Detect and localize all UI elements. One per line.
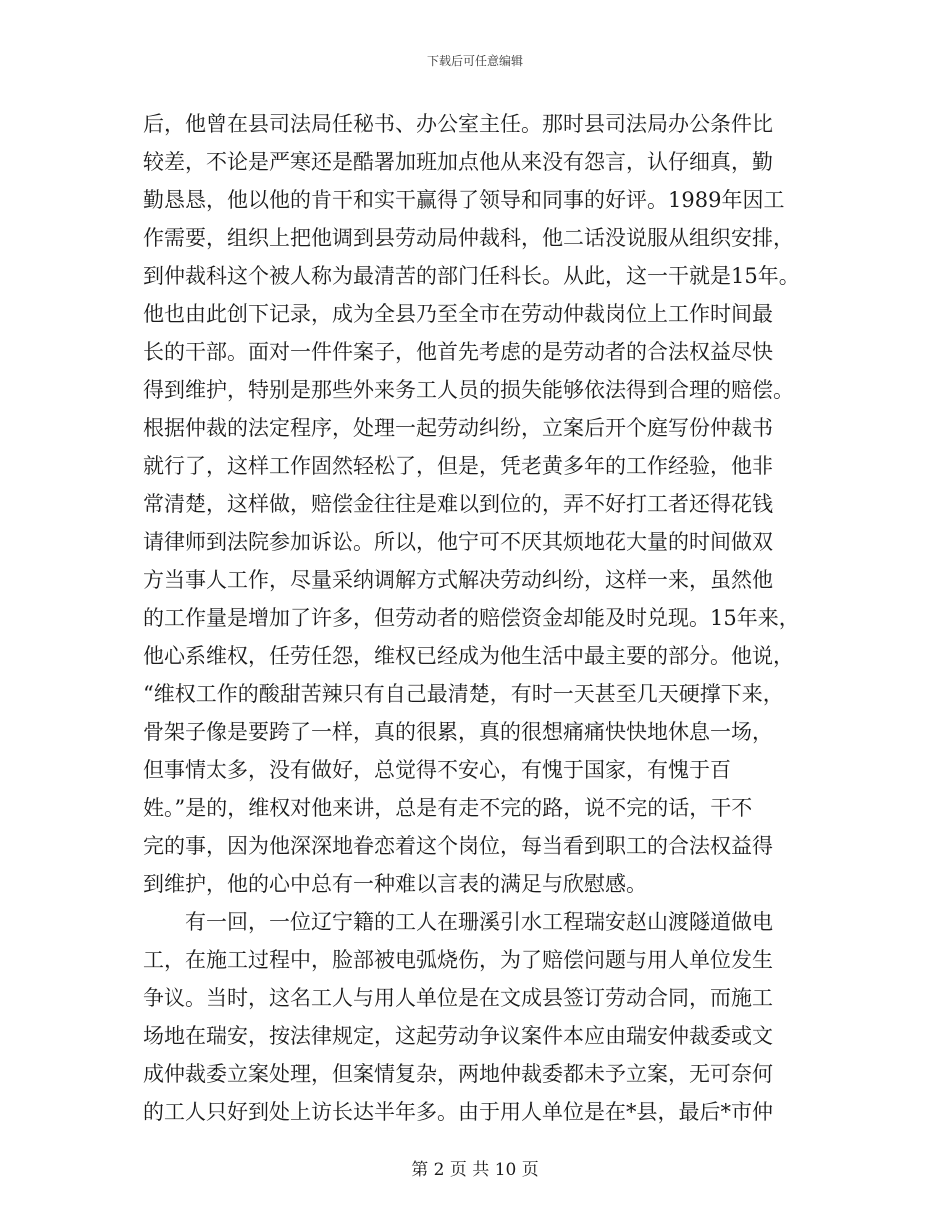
- text-line: 长的干部。面对一件件案子，他首先考虑的是劳动者的合法权益尽快: [143, 340, 773, 364]
- text-line: 到维护，他的心中总有一种难以言表的满足与欣慰感。: [143, 872, 647, 896]
- paragraph-first-line: 有一回，一位辽宁籍的工人在珊溪引水工程瑞安赵山渡隧道做电: [185, 910, 773, 934]
- text-line: 姓。”是的，维权对他来讲，总是有走不完的路，说不完的话，干不: [143, 796, 753, 820]
- text-line: 成仲裁委立案处理，但案情复杂，两地仲裁委都未予立案，无可奈何: [143, 1062, 773, 1086]
- text-line: 到仲裁科这个被人称为最清苦的部门任科长。从此，这一干就是15年。: [143, 264, 800, 288]
- text-line: 工，在施工过程中，脸部被电弧烧伤，为了赔偿问题与用人单位发生: [143, 948, 773, 972]
- text-line: 根据仲裁的法定程序，处理一起劳动纠纷，立案后开个庭写份仲裁书: [143, 416, 773, 440]
- page-number-footer: 第 2 页 共 10 页: [411, 1160, 539, 1180]
- text-line: 骨架子像是要跨了一样，真的很累，真的很想痛痛快快地休息一场，: [143, 720, 773, 744]
- text-line: 就行了，这样工作固然轻松了，但是，凭老黄多年的工作经验，他非: [143, 454, 773, 478]
- text-line: 争议。当时，这名工人与用人单位是在文成县签订劳动合同，而施工: [143, 986, 773, 1010]
- text-line: 他也由此创下记录，成为全县乃至全市在劳动仲裁岗位上工作时间最: [143, 302, 773, 326]
- text-line: 的工作量是增加了许多，但劳动者的赔偿资金却能及时兑现。15年来，: [143, 606, 800, 630]
- page-header-note: 下载后可任意编辑: [426, 54, 523, 68]
- text-line: 勤恳恳，他以他的肯干和实干赢得了领导和同事的好评。1989年因工: [143, 188, 785, 212]
- text-line: 作需要，组织上把他调到县劳动局仲裁科，他二话没说服从组织安排，: [143, 226, 794, 250]
- text-line: 场地在瑞安，按法律规定，这起劳动争议案件本应由瑞安仲裁委或文: [143, 1024, 773, 1048]
- text-line: “维权工作的酸甜苦辣只有自己最清楚，有时一天甚至几天硬撑下来，: [143, 682, 784, 706]
- text-line: 常清楚，这样做，赔偿金往往是难以到位的，弄不好打工者还得花钱: [143, 492, 773, 516]
- text-line: 方当事人工作，尽量采纳调解方式解决劳动纠纷，这样一来，虽然他: [143, 568, 773, 592]
- text-line: 的工人只好到处上访长达半年多。由于用人单位是在*县，最后*市仲: [143, 1100, 773, 1124]
- text-line: 完的事，因为他深深地眷恋着这个岗位，每当看到职工的合法权益得: [143, 834, 773, 858]
- text-line: 较差，不论是严寒还是酷署加班加点他从来没有怨言，认仔细真，勤: [143, 150, 773, 174]
- text-line: 后，他曾在县司法局任秘书、办公室主任。那时县司法局办公条件比: [143, 112, 773, 136]
- text-line: 但事情太多，没有做好，总觉得不安心，有愧于国家，有愧于百: [143, 758, 731, 782]
- text-line: 请律师到法院参加诉讼。所以，他宁可不厌其烦地花大量的时间做双: [143, 530, 773, 554]
- text-line: 他心系维权，任劳任怨，维权已经成为他生活中最主要的部分。他说，: [143, 644, 794, 668]
- text-line: 得到维护，特别是那些外来务工人员的损失能够依法得到合理的赔偿。: [143, 378, 794, 402]
